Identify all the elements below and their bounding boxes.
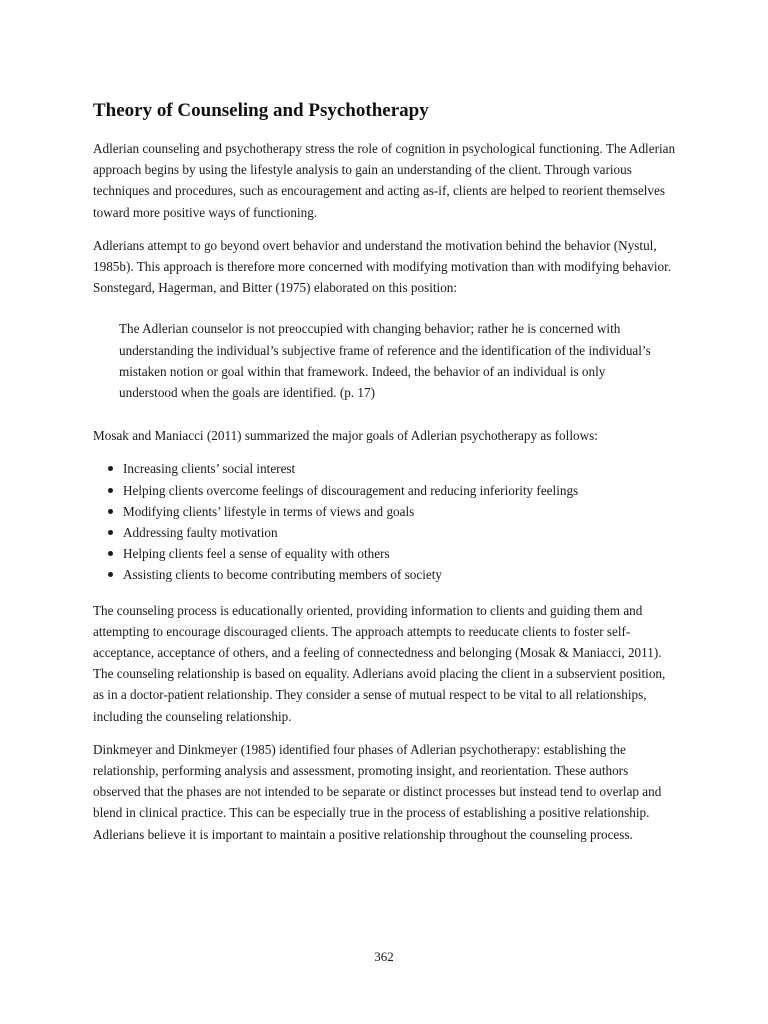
list-item [93, 543, 676, 564]
bullet-icon [108, 509, 113, 514]
list-item [93, 480, 676, 501]
page-number: 362 [374, 949, 394, 964]
list-item [93, 522, 676, 543]
list-item-text: Modifying clients’ lifestyle in terms of views and goals [123, 503, 415, 519]
list-item [93, 458, 676, 479]
paragraph-intro: Adlerian counseling and psychotherapy stress the role of cognition in psychological functioning. The Adlerian approach begins by using the lifestyle analysis to gain an understanding of the client. Through various techniques and procedures, such as encouragement and acting as-if, clients are helped to reorient themselves toward more positive ways of functioning. [93, 141, 676, 220]
paragraph-goals-intro: Mosak and Maniacci (2011) summarized the major goals of Adlerian psychotherapy as follows: [93, 428, 598, 444]
paragraph-phases: Dinkmeyer and Dinkmeyer (1985) identified four phases of Adlerian psychotherapy: establishing the relationship, performing analysis and assessment, promoting insight, and reorientation. These authors observed that the phases are not intended to be separate or distinct processes but instead tend to overlap and blend in clinical practice. This can be especially true in the process of establishing a positive relationship. Adlerians believe it is important to maintain a positive relationship throughout the counseling process. [93, 741, 662, 842]
list-item-text: Addressing faulty motivation [123, 525, 278, 541]
goals-list [93, 458, 676, 585]
list-item [93, 564, 676, 585]
bullet-icon [108, 551, 113, 556]
list-item-text: Assisting clients to become contributing members of society [123, 567, 443, 583]
bullet-icon [108, 530, 113, 535]
list-item [93, 501, 676, 522]
list-item-text: Helping clients feel a sense of equality with others [123, 546, 390, 562]
list-item-text: Helping clients overcome feelings of discouragement and reducing inferiority feelings [123, 482, 579, 498]
bullet-icon [108, 466, 113, 471]
block-quote: The Adlerian counselor is not preoccupied with changing behavior; rather he is concerned with understanding the individual’s subjective frame of reference and the identification of the individual’s mistaken notion or goal within that framework. Indeed, the behavior of an individual is only understood when the goals are identified. (p. 17) [119, 321, 651, 401]
bullet-icon [108, 488, 113, 493]
paragraph-motivation: Adlerians attempt to go beyond overt behavior and understand the motivation behind the behavior (Nystul, 1985b). This approach is therefore more concerned with modifying motivation than with modifying behavior. Sonstegard, Hagerman, and Bitter (1975) elaborated on this position: [93, 237, 672, 296]
paragraph-process: The counseling process is educationally oriented, providing information to clients and guiding them and attempting to encourage discouraged clients. The approach attempts to reeducate clients to foster self-acceptance, acceptance of others, and a feeling of connectedness and belonging (Mosak & Maniacci, 2011). The counseling relationship is based on equality. Adlerians avoid placing the client in a subservient position, as in a doctor-patient relationship. They consider a sense of mutual respect to be vital to all relationships, including the counseling relationship. [93, 602, 666, 724]
section-title: Theory of Counseling and Psychotherapy [93, 100, 429, 121]
bullet-icon [108, 572, 113, 577]
document-page [93, 98, 676, 857]
list-item-text: Increasing clients’ social interest [123, 461, 296, 477]
